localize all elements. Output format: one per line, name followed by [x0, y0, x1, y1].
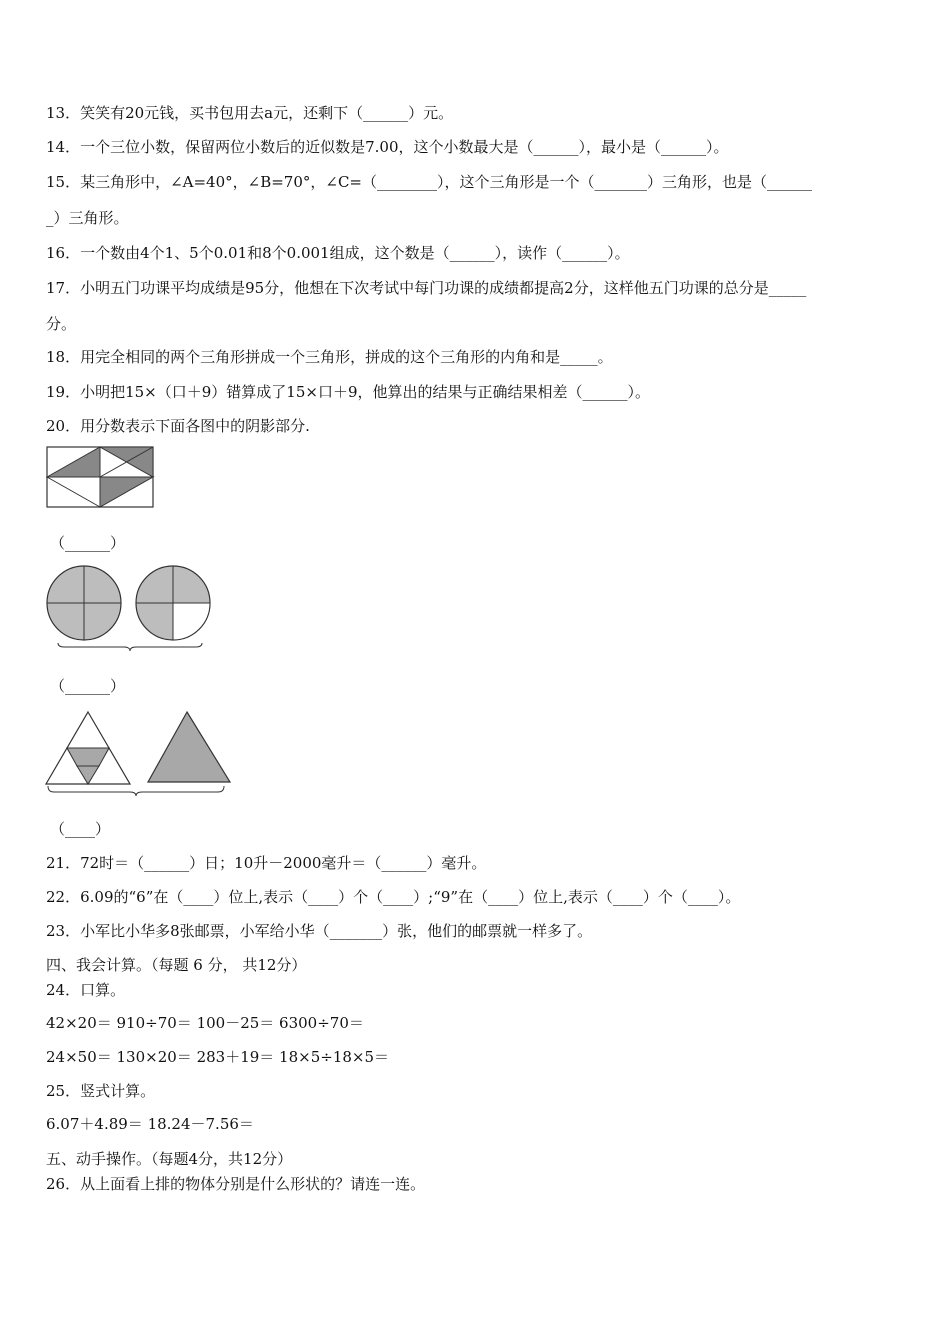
- answer-blank-2: （______）: [50, 677, 126, 695]
- figure-triangles: [44, 708, 236, 800]
- question-16: 16．一个数由4个1、5个0.01和8个0.001组成，这个数是（______），读作（______）。: [46, 244, 630, 262]
- answer-blank-1: （______）: [50, 534, 126, 552]
- question-26: 26．从上面看上排的物体分别是什么形状的？请连一连。: [46, 1175, 426, 1193]
- section-4-heading: 四、我会计算。（每题 6 分， 共12分）: [46, 956, 307, 974]
- question-20: 20．用分数表示下面各图中的阴影部分.: [46, 417, 310, 435]
- question-15-cont: _）三角形。: [46, 209, 129, 227]
- question-14: 14．一个三位小数，保留两位小数后的近似数是7.00，这个小数最大是（______），最小是（______）。: [46, 138, 729, 156]
- question-25: 25．竖式计算。: [46, 1082, 156, 1100]
- mental-math-row-1: 42×20＝ 910÷70＝ 100－25＝ 6300÷70＝: [46, 1014, 364, 1032]
- figure-rectangle-triangles: [46, 446, 156, 510]
- question-19: 19．小明把15×（口＋9）错算成了15×口＋9，他算出的结果与正确结果相差（______）。: [46, 383, 650, 401]
- figure-circles: [44, 565, 216, 655]
- question-17-cont: 分。: [46, 315, 77, 333]
- vertical-calc-row: 6.07＋4.89＝ 18.24－7.56＝: [46, 1115, 254, 1133]
- section-5-heading: 五、动手操作。（每题4分，共12分）: [46, 1150, 293, 1168]
- question-15: 15．某三角形中，∠A=40°，∠B=70°，∠C=（________），这个三角形是一个（_______）三角形，也是（______: [46, 173, 813, 191]
- question-21: 21．72时＝（______）日；10升－2000毫升＝（______）毫升。: [46, 854, 487, 872]
- answer-blank-3: （____）: [50, 820, 111, 838]
- question-24: 24．口算。: [46, 981, 126, 999]
- mental-math-row-2: 24×50＝ 130×20＝ 283＋19＝ 18×5÷18×5＝: [46, 1048, 390, 1066]
- question-22: 22．6.09的“6”在（____）位上,表示（____）个（____）;“9”在（____）位上,表示（____）个（____）。: [46, 888, 741, 906]
- question-23: 23．小军比小华多8张邮票，小军给小华（_______）张，他们的邮票就一样多了。: [46, 922, 593, 940]
- question-17: 17．小明五门功课平均成绩是95分，他想在下次考试中每门功课的成绩都提高2分，这样他五门功课的总分是_____: [46, 279, 807, 297]
- question-13: 13．笑笑有20元钱，买书包用去a元，还剩下（______）元。: [46, 104, 454, 122]
- question-18: 18．用完全相同的两个三角形拼成一个三角形，拼成的这个三角形的内角和是_____。: [46, 348, 613, 366]
